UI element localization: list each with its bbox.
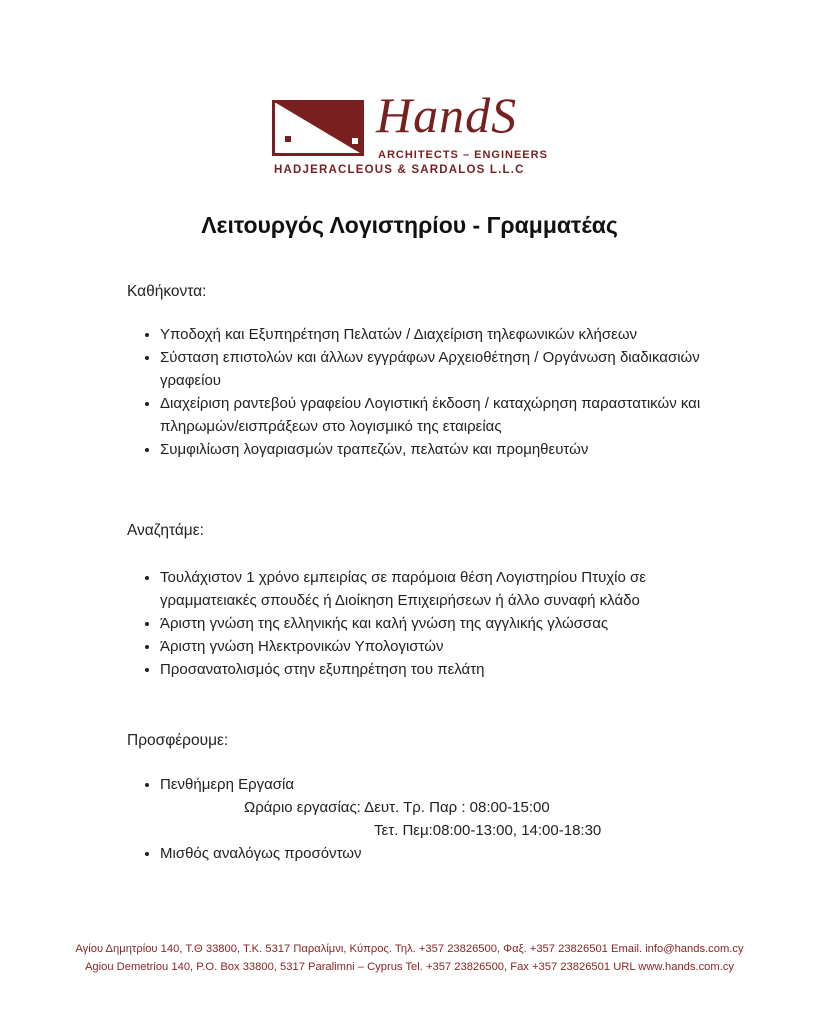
work-hours-line1: Ωράριο εργασίας: Δευτ. Τρ. Παρ : 08:00-15:00 <box>244 799 550 816</box>
work-hours-line2: Τετ. Πεμ:08:00-13:00, 14:00-18:30 <box>374 822 602 839</box>
list-item: • Διαχείριση ραντεβού γραφείου Λογιστική έκδοση / καταχώρηση παραστατικών και πληρωμών/εισπράξεων στο λογισμικό της εταιρείας <box>160 392 720 438</box>
offer-list <box>140 773 720 865</box>
offer-heading: Προσφέρουμε: <box>127 732 229 749</box>
requirements-heading: Αναζητάμε: <box>127 522 204 539</box>
list-item: • Προσανατολισμός στην εξυπηρέτηση του πελάτη <box>160 658 720 681</box>
logo-wordmark: HandS <box>376 87 518 143</box>
list-item: • Υποδοχή και Εξυπηρέτηση Πελατών / Διαχείριση τηλεφωνικών κλήσεων <box>160 323 720 346</box>
offer-workweek: Πενθήμερη Εργασία <box>160 776 295 793</box>
list-item: • Άριστη γνώση Ηλεκτρονικών Υπολογιστών <box>160 635 720 658</box>
duties-list <box>140 323 720 461</box>
logo-emblem-icon <box>272 100 364 156</box>
list-item <box>160 773 720 842</box>
footer-address-english: Agiou Demetriou 140, P.O. Box 33800, 5317 Paralimni – Cyprus Tel. +357 23826500, Fax +357 23826501 URL www.hands.com.cy <box>84 961 735 973</box>
logo-tagline: ARCHITECTS – ENGINEERS <box>378 149 548 161</box>
list-item: • Σύσταση επιστολών και άλλων εγγράφων Αρχειοθέτηση / Οργάνωση διαδικασιών γραφείου <box>160 346 720 392</box>
list-item: • Τουλάχιστον 1 χρόνο εμπειρίας σε παρόμοια θέση Λογιστηρίου Πτυχίο σε γραμματειακές σπουδές ή Διοίκηση Επιχειρήσεων ή άλλο συναφή κλάδο <box>160 566 720 612</box>
job-title: Λειτουργός Λογιστηρίου - Γραμματέας <box>201 212 618 238</box>
duties-heading: Καθήκοντα: <box>127 283 207 300</box>
list-item: • Μισθός αναλόγως προσόντων <box>160 842 720 865</box>
logo-company-name: HADJERACLEOUS & SARDALOS L.L.C <box>274 164 525 176</box>
requirements-list <box>140 566 720 681</box>
list-item: • Συμφιλίωση λογαριασμών τραπεζών, πελατών και προμηθευτών <box>160 438 720 461</box>
footer-contact <box>0 940 819 976</box>
list-item: • Άριστη γνώση της ελληνικής και καλή γνώση της αγγλικής γλώσσας <box>160 612 720 635</box>
company-logo <box>272 87 548 182</box>
footer-address-greek: Αγίου Δημητρίου 140, Τ.Θ 33800, Τ.Κ. 5317 Παραλίμνι, Κύπρος. Τηλ. +357 23826500, Φαξ. +357 23826501 Email. info@hands.com.cy <box>75 943 744 955</box>
